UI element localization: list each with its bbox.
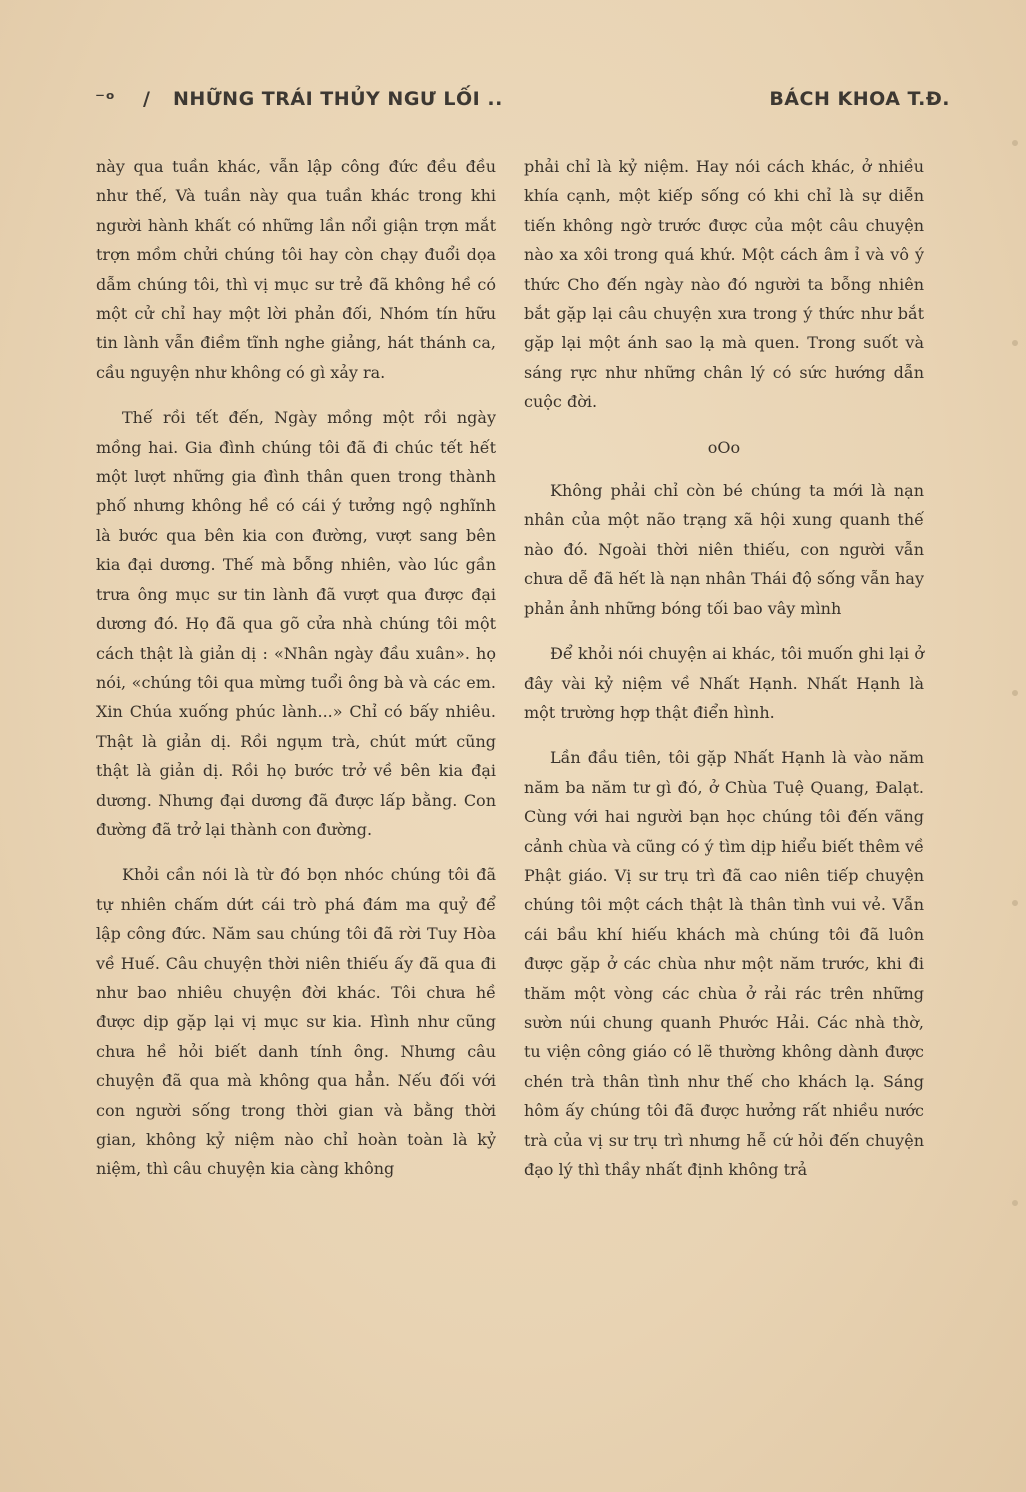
margin-mark	[1012, 340, 1018, 346]
header-separator: /	[143, 88, 151, 110]
section-separator: oOo	[707, 437, 741, 457]
paragraph: Để khỏi nói chuyện ai khác, tôi muốn ghi lại ở đây vài kỷ niệm về Nhất Hạnh. Nhất Hạnh là một trường hợp thật điển hình.	[524, 644, 924, 722]
margin-mark	[1012, 900, 1018, 906]
page-header	[95, 86, 950, 120]
paragraph: phải chỉ là kỷ niệm. Hay nói cách khác, ở nhiều khía cạnh, một kiếp sống có khi chỉ là sự diễn tiến không ngờ trước được của một câu chuyện nào xa xôi trong quá khứ. Một cách âm ỉ và vô ý thức Cho đến ngày nào đó người ta bỗng nhiên bắt gặp lại câu chuyện xưa trong ý thức như bắt gặp lại một ánh sao lạ mà quen. Trong suốt và sáng rực như những chân lý có sức hướng dẫn cuộc đời.	[524, 157, 924, 412]
page-number: ⁻ᵒ	[95, 88, 116, 110]
paragraph: Không phải chỉ còn bé chúng ta mới là nạn nhân của một não trạng xã hội xung quanh thế nào đó. Ngoài thời niên thiếu, con người vẫn chưa dễ đã hết là nạn nhân Thái độ sống vẫn hay phản ảnh những bóng tối bao vây mình	[524, 481, 924, 618]
paragraph: Thế rồi tết đến, Ngày mồng một rồi ngày mồng hai. Gia đình chúng tôi đã đi chúc tết hết một lượt những gia đình thân quen trong thành phố nhưng không hề có cái ý tưởng ngộ nghĩnh là bước qua bên kia con đường, vượt sang bên kia đại dương. Thế mà bỗng nhiên, vào lúc gần trưa ông mục sư tin lành đã vượt qua được đại dương đó. Họ đã qua gõ cửa nhà chúng tôi một cách thật là giản dị : «Nhân ngày đầu xuân». họ nói, «chúng tôi qua mừng tuổi ông bà và các em. Xin Chúa xuống phúc lành...» Chỉ có bấy nhiêu. Thật là giản dị. Rồi ngụm trà, chút mứt cũng thật là giản dị. Rồi họ bước trở về bên kia đại dương. Nhưng đại dương đã được lấp bằng. Con đường đã trở lại thành con đường.	[96, 408, 496, 839]
article-title: NHỮNG TRÁI THỦY NGƯ LỐI ..	[173, 88, 503, 110]
margin-mark	[1012, 690, 1018, 696]
paragraph: Khỏi cần nói là từ đó bọn nhóc chúng tôi đã tự nhiên chấm dứt cái trò phá đám ma quỷ để lập công đức. Năm sau chúng tôi đã rời Tuy Hòa về Huế. Câu chuyện thời niên thiếu ấy đã qua đi như bao nhiêu chuyện đời khác. Tôi chưa hề được dịp gặp lại vị mục sư kia. Hình như cũng chưa hề hỏi biết danh tính ông. Nhưng câu chuyện đã qua mà không qua hẳn. Nếu đối với con người sống trong thời gian và bằng thời gian, không kỷ niệm nào chỉ hoàn toàn là kỷ niệm, thì câu chuyện kia càng không	[96, 865, 496, 1179]
margin-mark	[1012, 140, 1018, 146]
magazine-name: BÁCH KHOA T.Đ.	[769, 88, 950, 110]
right-column	[524, 152, 924, 1200]
left-column	[96, 152, 496, 1200]
paragraph: này qua tuần khác, vẫn lập công đức đều đều như thế, Và tuần này qua tuần khác trong khi người hành khất có những lần nổi giận trợn mắt trợn mồm chửi chúng tôi hay còn chạy đuổi dọa dẫm chúng tôi, thì vị mục sư trẻ đã không hề có một cử chỉ hay một lời phản đối, Nhóm tín hữu tin lành vẫn điềm tĩnh nghe giảng, hát thánh ca, cầu nguyện như không có gì xảy ra.	[96, 157, 496, 382]
margin-mark	[1012, 1200, 1018, 1206]
paragraph: Lần đầu tiên, tôi gặp Nhất Hạnh là vào năm năm ba năm tư gì đó, ở Chùa Tuệ Quang, Đalạt. Cùng với hai người bạn học chúng tôi đến vãng cảnh chùa và cũng có ý tìm dịp hiểu biết thêm về Phật giáo. Vị sư trụ trì đã cao niên tiếp chuyện chúng tôi một cách thật là thân tình vui vẻ. Vẫn cái bầu khí hiếu khách mà chúng tôi đã luôn được gặp ở các chùa như một năm trước, khi đi thăm một vòng các chùa ở rải rác trên những sườn núi chung quanh Phước Hải. Các nhà thờ, tu viện công giáo có lẽ thường không dành được chén trà thân tình như thế cho khách lạ. Sáng hôm ấy chúng tôi đã được hưởng rất nhiều nước trà của vị sư trụ trì nhưng hễ cứ hỏi đến chuyện đạo lý thì thầy nhất định không trả	[524, 748, 924, 1179]
